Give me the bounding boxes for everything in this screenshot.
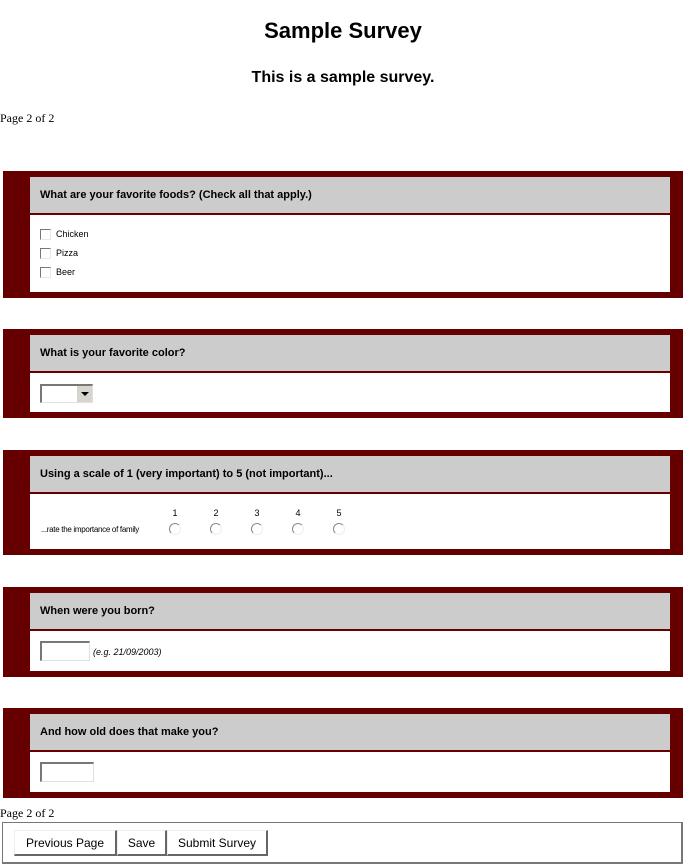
save-button[interactable]: Save bbox=[117, 830, 167, 856]
question-body bbox=[30, 215, 670, 292]
question-favorite-color bbox=[3, 329, 683, 418]
scale-label-2: 2 bbox=[213, 508, 219, 518]
radio-2[interactable] bbox=[210, 523, 222, 535]
question-header bbox=[30, 177, 670, 214]
question-text: What are your favorite foods? (Check all that apply.) bbox=[40, 189, 312, 201]
checkbox-beer[interactable] bbox=[40, 267, 51, 278]
radio-1[interactable] bbox=[169, 523, 181, 535]
question-text: What is your favorite color? bbox=[40, 347, 186, 359]
option-label: Pizza bbox=[56, 248, 79, 258]
scale-label-5: 5 bbox=[336, 508, 342, 518]
age-input[interactable] bbox=[40, 762, 94, 782]
question-text: When were you born? bbox=[40, 605, 155, 617]
scale-row-label: ...rate the importance of family bbox=[41, 525, 140, 534]
option-label: Beer bbox=[56, 267, 76, 277]
chevron-down-icon[interactable] bbox=[76, 386, 92, 402]
scale-label-3: 3 bbox=[254, 508, 260, 518]
radio-5[interactable] bbox=[333, 523, 345, 535]
survey-subtitle: This is a sample survey. bbox=[251, 69, 435, 86]
survey-title: Sample Survey bbox=[264, 18, 422, 43]
birth-date-input[interactable] bbox=[40, 641, 90, 661]
question-header bbox=[30, 593, 670, 630]
page-indicator-bottom: Page 2 of 2 bbox=[0, 806, 55, 820]
question-text: Using a scale of 1 (very important) to 5 (not important)... bbox=[40, 468, 333, 480]
page-indicator-top: Page 2 of 2 bbox=[0, 111, 55, 125]
option-label: Chicken bbox=[56, 229, 89, 239]
checkbox-chicken[interactable] bbox=[40, 229, 51, 240]
previous-page-button[interactable]: Previous Page bbox=[14, 830, 117, 856]
scale-label-4: 4 bbox=[295, 508, 301, 518]
navigation-bar bbox=[2, 822, 683, 864]
question-header bbox=[30, 714, 670, 751]
question-header bbox=[30, 335, 670, 372]
radio-3[interactable] bbox=[251, 523, 263, 535]
submit-survey-button[interactable]: Submit Survey bbox=[167, 830, 268, 856]
question-body bbox=[30, 631, 670, 671]
question-favorite-foods bbox=[3, 171, 683, 298]
question-header bbox=[30, 456, 670, 493]
question-age bbox=[3, 708, 683, 798]
option-beer[interactable] bbox=[40, 265, 75, 279]
checkbox-pizza[interactable] bbox=[40, 248, 51, 259]
question-body bbox=[30, 373, 670, 412]
option-pizza[interactable] bbox=[40, 246, 78, 260]
question-importance-scale bbox=[3, 450, 683, 555]
radio-4[interactable] bbox=[292, 523, 304, 535]
question-birth-date bbox=[3, 587, 683, 677]
scale-label-1: 1 bbox=[172, 508, 178, 518]
color-select[interactable] bbox=[40, 384, 93, 403]
option-chicken[interactable] bbox=[40, 227, 89, 241]
question-text: And how old does that make you? bbox=[40, 726, 219, 738]
question-body bbox=[30, 494, 670, 549]
question-body bbox=[30, 752, 670, 792]
date-format-hint: (e.g. 21/09/2003) bbox=[93, 647, 162, 657]
